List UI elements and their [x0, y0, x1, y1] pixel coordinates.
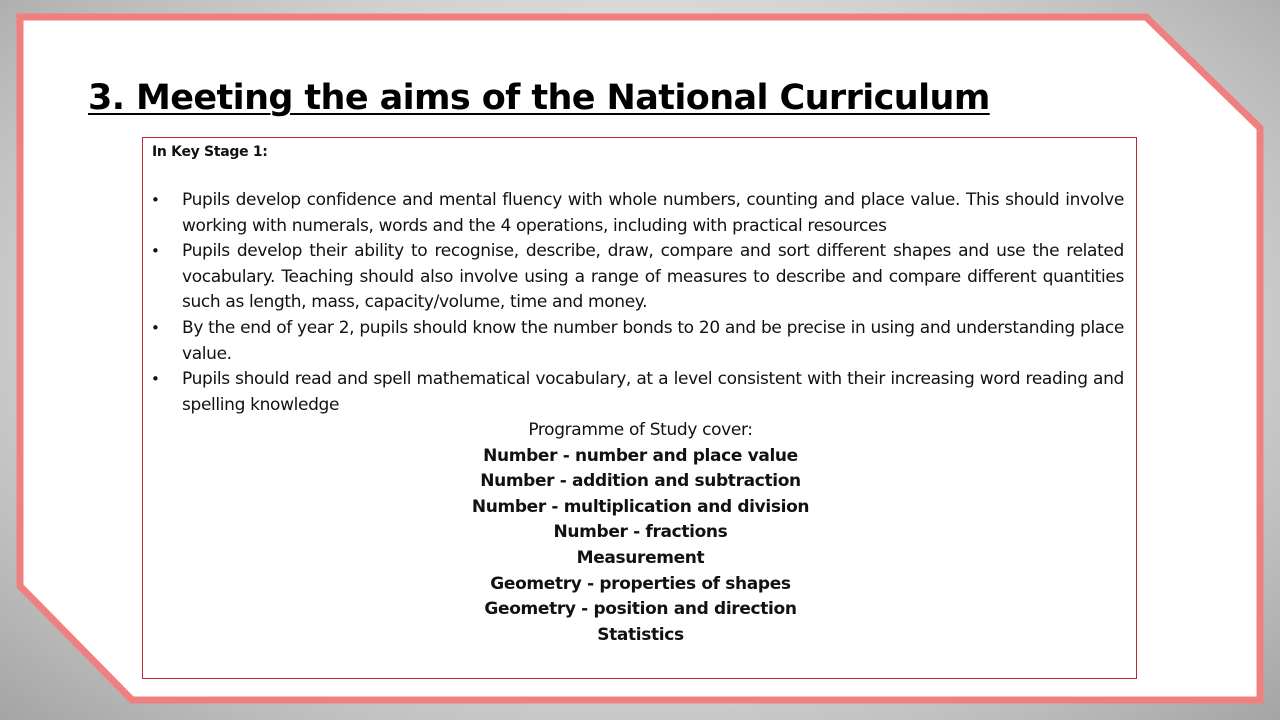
programme-topic: Geometry - properties of shapes [490, 573, 791, 594]
programme-topic: Statistics [597, 624, 684, 645]
bullet-icon: • [151, 370, 160, 389]
bullet-item [143, 239, 1138, 316]
bullet-item [143, 316, 1138, 367]
programme-of-study [143, 418, 1138, 648]
bullet-text: Pupils develop their ability to recognise, describe, draw, compare and sort different shapes and use the related vocabulary. Teaching should also involve using a range of measures to describe and compare different quantities such as length, mass, capacity/volume, time and money. [182, 241, 1124, 313]
bullet-icon: • [151, 242, 160, 261]
bullet-item [143, 188, 1138, 239]
programme-topic: Number - multiplication and division [471, 496, 810, 517]
bullet-text: Pupils develop confidence and mental fluency with whole numbers, counting and place value. This should involve working with numerals, words and the 4 operations, including with practical resources [182, 190, 1124, 236]
programme-topic: Number - addition and subtraction [480, 471, 801, 492]
slide-title: 3. Meeting the aims of the National Curriculum [88, 78, 990, 118]
bullet-icon: • [151, 318, 160, 337]
programme-topic: Geometry - position and direction [484, 599, 797, 620]
programme-topic: Number - fractions [553, 522, 728, 543]
bullet-text: By the end of year 2, pupils should know the number bonds to 20 and be precise in using and understanding place value. [182, 317, 1124, 364]
bullet-icon: • [151, 191, 160, 209]
key-stage-heading: In Key Stage 1: [152, 144, 268, 160]
aims-bullet-list [143, 188, 1138, 418]
programme-topic: Measurement [576, 547, 705, 568]
content-box [142, 137, 1137, 679]
programme-intro: Programme of Study cover: [528, 420, 753, 440]
bullet-text: Pupils should read and spell mathematical vocabulary, at a level consistent with their increasing word reading and spelling knowledge [182, 369, 1124, 415]
bullet-item [143, 367, 1138, 418]
programme-topic: Number - number and place value [483, 445, 798, 466]
